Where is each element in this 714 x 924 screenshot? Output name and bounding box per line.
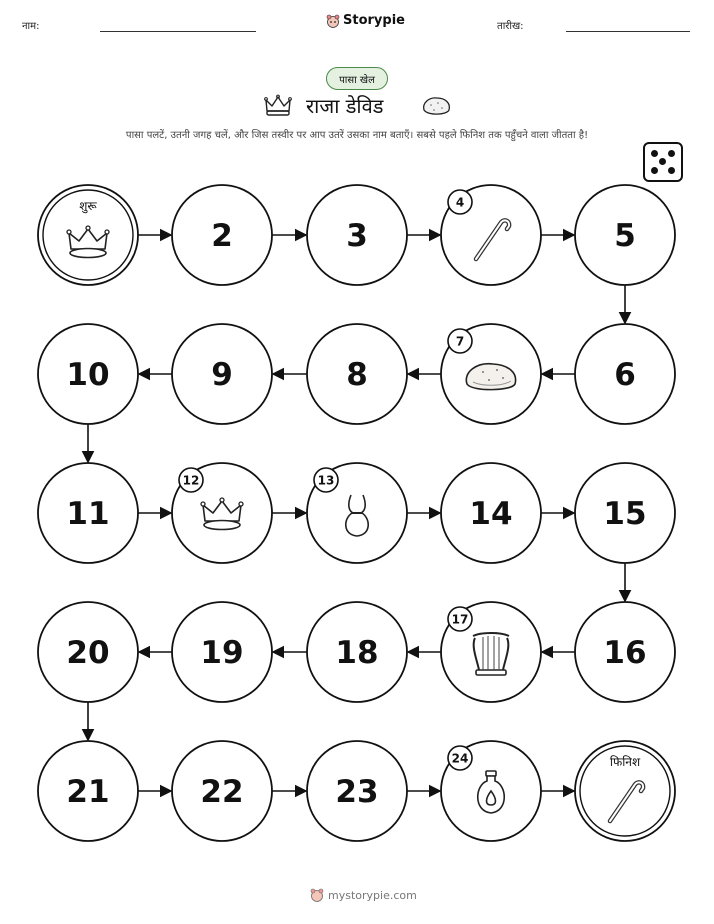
space-number: 16 — [603, 635, 647, 671]
board-space-5[interactable] — [575, 185, 675, 285]
board-space-12[interactable] — [172, 463, 272, 563]
space-number: 20 — [66, 635, 110, 671]
board-space-2[interactable] — [172, 185, 272, 285]
game-type-badge: पासा खेल — [326, 67, 388, 90]
board-space-22[interactable] — [172, 741, 272, 841]
space-label: शुरू — [79, 199, 97, 213]
footer-url: mystorypie.com — [328, 888, 417, 902]
board-space-23[interactable] — [307, 741, 407, 841]
space-number: 17 — [451, 612, 469, 627]
board-space-14[interactable] — [441, 463, 541, 563]
footer — [310, 888, 417, 902]
board-space-8[interactable] — [307, 324, 407, 424]
board-space-15[interactable] — [575, 463, 675, 563]
board-space-9[interactable] — [172, 324, 272, 424]
space-number: 10 — [66, 357, 110, 393]
space-number: 4 — [455, 195, 465, 210]
board-space-6[interactable] — [575, 324, 675, 424]
board-space-18[interactable] — [307, 602, 407, 702]
space-number: 2 — [211, 218, 233, 254]
space-number: 18 — [335, 635, 379, 671]
space-number: 15 — [603, 496, 647, 532]
name-label: नाम: — [22, 21, 40, 32]
space-number: 6 — [614, 357, 636, 393]
board-space-3[interactable] — [307, 185, 407, 285]
space-number: 9 — [211, 357, 233, 393]
space-number: 22 — [200, 774, 244, 810]
board-space-1[interactable] — [38, 185, 138, 285]
board-space-17[interactable] — [441, 602, 541, 702]
space-number: 23 — [335, 774, 379, 810]
board-space-25[interactable] — [575, 741, 675, 841]
space-number: 8 — [346, 357, 368, 393]
space-number: 24 — [451, 751, 469, 766]
space-number: 3 — [346, 218, 368, 254]
space-label: फिनिश — [609, 755, 641, 769]
stone-icon — [466, 364, 515, 390]
space-number: 12 — [182, 473, 200, 488]
board-space-11[interactable] — [38, 463, 138, 563]
board-space-21[interactable] — [38, 741, 138, 841]
page-title: राजा डेविड — [306, 94, 384, 118]
board-space-4[interactable] — [441, 185, 541, 285]
board-space-13[interactable] — [307, 463, 407, 563]
board-space-7[interactable] — [441, 324, 541, 424]
space-number: 11 — [66, 496, 110, 532]
board-space-20[interactable] — [38, 602, 138, 702]
board-space-19[interactable] — [172, 602, 272, 702]
date-label: तारीख: — [497, 21, 524, 32]
storypie-mascot-icon — [310, 888, 324, 902]
space-number: 5 — [614, 218, 636, 254]
space-number: 13 — [317, 473, 335, 488]
instructions-text: पासा पलटें, उतनी जगह चलें, और जिस तस्वीर पर आप उतरें उसका नाम बताएँ। सबसे पहले फिनिश तक पहुँचने वाला जीतता है! — [125, 130, 589, 141]
board-space-16[interactable] — [575, 602, 675, 702]
board-space-10[interactable] — [38, 324, 138, 424]
brand-name: Storypie — [343, 13, 405, 28]
space-number: 19 — [200, 635, 244, 671]
space-number: 21 — [66, 774, 110, 810]
board-space-24[interactable] — [441, 741, 541, 841]
space-number: 7 — [455, 334, 465, 349]
space-number: 14 — [469, 496, 513, 532]
